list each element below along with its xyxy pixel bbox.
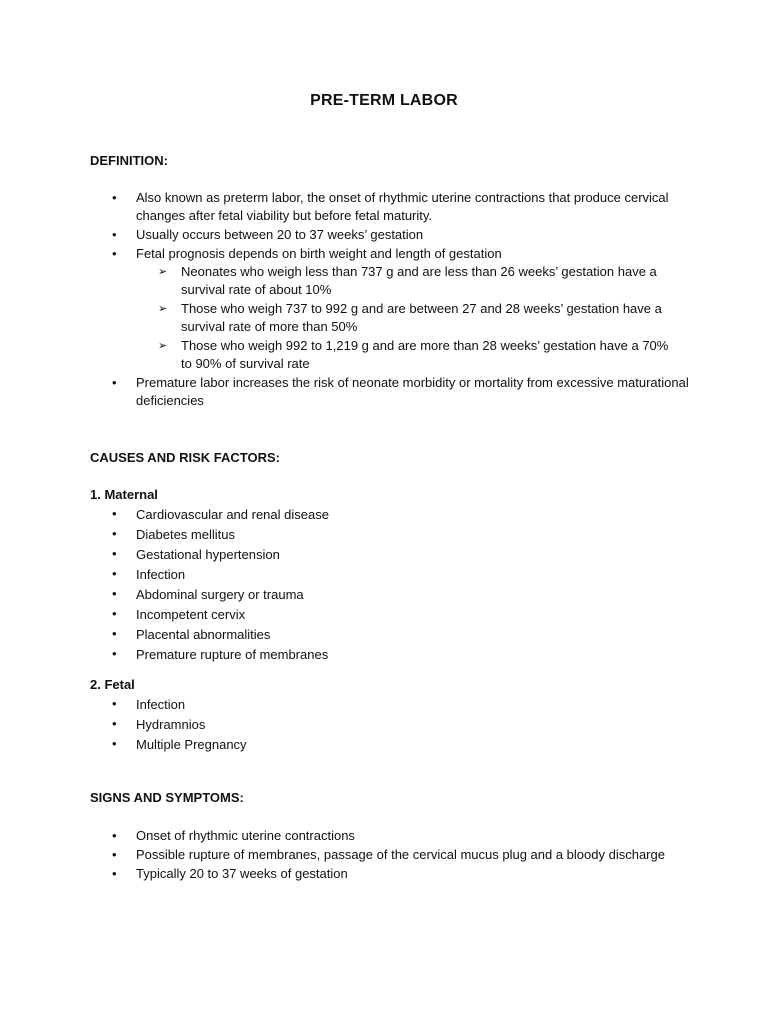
list-item <box>90 226 690 244</box>
bullet-icon: • <box>112 606 117 621</box>
fetal-list <box>90 695 690 755</box>
bullet-icon: • <box>112 696 117 711</box>
list-item <box>90 545 690 564</box>
list-item <box>90 715 690 734</box>
sub-list-item <box>136 300 681 336</box>
bullet-icon: • <box>112 866 117 881</box>
bullet-icon: • <box>112 586 117 601</box>
list-item-text: Also known as preterm labor, the onset of rhythmic uterine contractions that produce cervical changes after fetal viability but before fetal maturity. <box>136 190 669 223</box>
bullet-icon: • <box>112 526 117 541</box>
sub-list-item <box>136 263 681 299</box>
prognosis-sublist <box>136 263 690 373</box>
sub-list-item-text: Neonates who weigh less than 737 g and are less than 26 weeks’ gestation have a survival rate of about 10% <box>181 264 657 297</box>
sub-list-item <box>136 337 681 373</box>
signs-heading: SIGNS AND SYMPTOMS: <box>90 790 244 805</box>
list-item <box>90 605 690 624</box>
causes-heading: CAUSES AND RISK FACTORS: <box>90 450 280 465</box>
list-item-text: Premature rupture of membranes <box>136 647 329 662</box>
arrow-bullet-icon: ➢ <box>158 303 168 315</box>
list-item-text: Gestational hypertension <box>136 547 280 562</box>
list-item-text: Premature labor increases the risk of neonate morbidity or mortality from excessive maturational deficiencies <box>136 375 689 408</box>
list-item-text: Usually occurs between 20 to 37 weeks’ gestation <box>136 227 424 242</box>
list-item-text: Placental abnormalities <box>136 627 271 642</box>
definition-heading: DEFINITION: <box>90 153 168 168</box>
bullet-icon: • <box>112 736 117 751</box>
fetal-heading: 2. Fetal <box>90 677 135 692</box>
list-item <box>90 525 690 544</box>
list-item-text: Infection <box>136 567 186 582</box>
bullet-icon: • <box>112 646 117 661</box>
bullet-icon: • <box>112 847 117 862</box>
sub-list-item-text: Those who weigh 737 to 992 g and are between 27 and 28 weeks’ gestation have a survival rate of more than 50% <box>181 301 662 334</box>
bullet-icon: • <box>112 626 117 641</box>
bullet-icon: • <box>112 506 117 521</box>
list-item-text: Diabetes mellitus <box>136 527 235 542</box>
bullet-icon: • <box>112 190 117 205</box>
sub-list-item-text: Those who weigh 992 to 1,219 g and are more than 28 weeks’ gestation have a 70% to 90% of survival rate <box>181 338 669 371</box>
maternal-list <box>90 505 690 665</box>
bullet-icon: • <box>112 227 117 242</box>
maternal-heading: 1. Maternal <box>90 487 158 502</box>
list-item <box>90 585 690 604</box>
bullet-icon: • <box>112 716 117 731</box>
list-item <box>90 846 690 864</box>
list-item <box>90 865 690 883</box>
list-item-text: Infection <box>136 697 186 712</box>
list-item <box>90 374 690 410</box>
bullet-icon: • <box>112 828 117 843</box>
list-item-text: Cardiovascular and renal disease <box>136 507 329 522</box>
list-item <box>90 645 690 664</box>
list-item-text: Fetal prognosis depends on birth weight and length of gestation <box>136 246 502 261</box>
list-item <box>90 625 690 644</box>
bullet-icon: • <box>112 246 117 261</box>
signs-list <box>90 827 690 884</box>
list-item-text: Typically 20 to 37 weeks of gestation <box>136 866 348 881</box>
page-title: PRE-TERM LABOR <box>310 92 458 109</box>
list-item-text: Possible rupture of membranes, passage of the cervical mucus plug and a bloody discharge <box>136 847 665 862</box>
list-item-text: Abdominal surgery or trauma <box>136 587 304 602</box>
bullet-icon: • <box>112 375 117 390</box>
list-item-text: Hydramnios <box>136 717 206 732</box>
list-item <box>90 827 690 845</box>
list-item-text: Incompetent cervix <box>136 607 246 622</box>
list-item <box>90 565 690 584</box>
bullet-icon: • <box>112 566 117 581</box>
arrow-bullet-icon: ➢ <box>158 266 168 278</box>
list-item <box>90 189 690 225</box>
list-item <box>90 245 690 373</box>
list-item-text: Multiple Pregnancy <box>136 737 247 752</box>
bullet-icon: • <box>112 546 117 561</box>
list-item-text: Onset of rhythmic uterine contractions <box>136 828 355 843</box>
definition-list <box>90 189 690 411</box>
arrow-bullet-icon: ➢ <box>158 340 168 352</box>
list-item <box>90 735 690 754</box>
list-item <box>90 505 690 524</box>
list-item <box>90 695 690 714</box>
